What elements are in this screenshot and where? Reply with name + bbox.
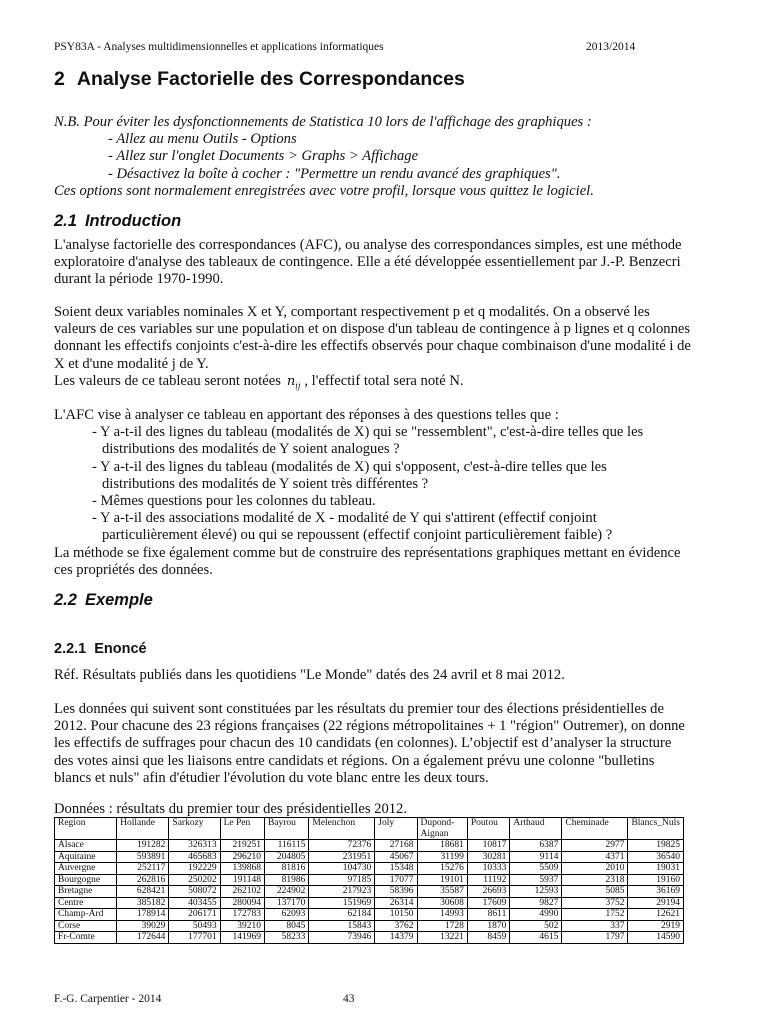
table-cell: 39029 xyxy=(117,920,169,932)
table-cell: 403455 xyxy=(169,897,220,909)
table-cell: 385182 xyxy=(117,897,169,909)
page-number: 43 xyxy=(343,993,355,1005)
table-cell: 137170 xyxy=(264,897,308,909)
running-header-year: 2013/2014 xyxy=(586,41,636,53)
table-cell: 81986 xyxy=(264,874,308,886)
table-cell: 97185 xyxy=(309,874,375,886)
table-cell: 2318 xyxy=(562,874,628,886)
table-cell: 81816 xyxy=(264,863,308,875)
table-cell: 19825 xyxy=(628,840,684,852)
subsection-title-introduction xyxy=(54,212,181,231)
nb-line: - Désactivez la boîte à cocher : "Permettre un rendu avancé des graphiques". xyxy=(108,165,561,182)
table-cell: 9827 xyxy=(510,897,562,909)
table-cell: 502 xyxy=(510,920,562,932)
table-cell: 12621 xyxy=(628,909,684,921)
table-cell: 8611 xyxy=(467,909,509,921)
table-cell: 4371 xyxy=(562,851,628,863)
table-cell: 15843 xyxy=(309,920,375,932)
table-row xyxy=(55,886,684,898)
column-header: Le Pen xyxy=(220,818,264,840)
table-cell: 508072 xyxy=(169,886,220,898)
table-cell: 219251 xyxy=(220,840,264,852)
table-cell: 192229 xyxy=(169,863,220,875)
table-row xyxy=(55,909,684,921)
table-cell: 191282 xyxy=(117,840,169,852)
table-cell: Aquitaine xyxy=(55,851,117,863)
section-title-text: Analyse Factorielle des Correspondances xyxy=(76,68,465,90)
table-cell: 31199 xyxy=(417,851,467,863)
table-cell: Corse xyxy=(55,920,117,932)
table-cell: 27168 xyxy=(375,840,417,852)
table-cell: 206171 xyxy=(169,909,220,921)
section-number: 2 xyxy=(54,68,65,90)
table-cell: 58396 xyxy=(375,886,417,898)
table-cell: 296210 xyxy=(220,851,264,863)
subsubsection-title-text: Enoncé xyxy=(94,641,147,657)
subsection-title-text: Introduction xyxy=(84,212,182,230)
table-cell: 139868 xyxy=(220,863,264,875)
table-row xyxy=(55,851,684,863)
table-cell: 252117 xyxy=(117,863,169,875)
subsection-number: 2.1 xyxy=(54,212,77,230)
table-cell: 18681 xyxy=(417,840,467,852)
column-header: Cheminade xyxy=(562,818,628,840)
table-cell: 17609 xyxy=(467,897,509,909)
column-header: Poutou xyxy=(467,818,509,840)
example-paragraph: Les données qui suivent sont constituées par les résultats du premier tour des élections présidentielles de 2012. Pour chacune des 23 régions françaises (22 régions métropolitaines + 1 "région" Outremer), on donne les effectifs de suffrages pour chacun des 10 candidats (en colonnes). L’objectif est d’analyser la structure des votes ainsi que les liaisons entre candidats et régions. On a également prévu une colonne "bulletins blancs et nuls" afin d'étudier l'évolution du vote blanc entre les deux tours. xyxy=(54,701,685,786)
table-cell: 36169 xyxy=(628,886,684,898)
column-header: Bayrou xyxy=(264,818,308,840)
results-table xyxy=(54,817,684,944)
table-cell: 30608 xyxy=(417,897,467,909)
table-cell: 11192 xyxy=(467,874,509,886)
table-cell: 4990 xyxy=(510,909,562,921)
table-cell: 19101 xyxy=(417,874,467,886)
table-cell: 280094 xyxy=(220,897,264,909)
nij-symbol xyxy=(287,374,300,389)
table-cell: Champ-Ard xyxy=(55,909,117,921)
table-cell: 14379 xyxy=(375,932,417,944)
question-line: - Y a-t-il des associations modalité de X - modalité de Y qui s'attirent (effectif conjoint xyxy=(92,510,597,527)
table-cell: 2977 xyxy=(562,840,628,852)
notation-text-before: Les valeurs de ce tableau seront notées xyxy=(54,372,281,389)
table-cell: 13221 xyxy=(417,932,467,944)
table-cell: 9114 xyxy=(510,851,562,863)
table-cell: 15276 xyxy=(417,863,467,875)
table-cell: 10817 xyxy=(467,840,509,852)
table-cell: 50493 xyxy=(169,920,220,932)
table-cell: 2010 xyxy=(562,863,628,875)
table-cell: 250202 xyxy=(169,874,220,886)
subsection-title-text: Exemple xyxy=(84,591,153,609)
table-cell: 10333 xyxy=(467,863,509,875)
table-cell: 177701 xyxy=(169,932,220,944)
intro-paragraph-2-text: Soient deux variables nominales X et Y, comportant respectivement p et q modalités. On a observé les valeurs de ces variables sur une population et on dispose d'un tableau de contingence à p lignes et q colonnes donnant les effectifs conjoints c'est-à-dire les effectifs observés pour chaque combinaison d'une modalité i de X et d'une modalité j de Y. xyxy=(54,304,691,372)
column-header: Blancs_Nuls xyxy=(628,818,684,840)
nb-note xyxy=(54,114,594,200)
nij-letter: n xyxy=(286,373,296,389)
table-cell: 58233 xyxy=(264,932,308,944)
nb-line: Ces options sont normalement enregistrées avec votre profil, lorsque vous quittez le logiciel. xyxy=(54,182,594,199)
intro-paragraph-2 xyxy=(54,304,694,395)
table-cell: 326313 xyxy=(169,840,220,852)
table-row xyxy=(55,897,684,909)
running-header-course: PSY83A - Analyses multidimensionnelles et applications informatiques xyxy=(54,41,384,53)
nb-line: - Allez au menu Outils - Options xyxy=(108,131,297,148)
subsubsection-number: 2.2.1 xyxy=(54,641,87,657)
table-cell: 29194 xyxy=(628,897,684,909)
table-cell: 628421 xyxy=(117,886,169,898)
table-cell: 5085 xyxy=(562,886,628,898)
table-cell: 5509 xyxy=(510,863,562,875)
table-cell: 62184 xyxy=(309,909,375,921)
subsubsection-title-enonce xyxy=(54,641,147,657)
table-cell: 1870 xyxy=(467,920,509,932)
table-row xyxy=(55,932,684,944)
table-cell: 26693 xyxy=(467,886,509,898)
question-line: distributions des modalités de Y soient analogues ? xyxy=(102,441,400,458)
table-row xyxy=(55,920,684,932)
question-line: particulièrement élevé) ou qui se repoussent (effectif conjoint particulièrement faible) ? xyxy=(102,527,613,544)
questions-lead: L'AFC vise à analyser ce tableau en apportant des réponses à des questions telles que : xyxy=(54,407,559,423)
table-cell: 178914 xyxy=(117,909,169,921)
table-cell: 5937 xyxy=(510,874,562,886)
table-cell: 262102 xyxy=(220,886,264,898)
table-cell: 337 xyxy=(562,920,628,932)
column-header: Joly xyxy=(375,818,417,840)
column-header: Hollande xyxy=(117,818,169,840)
table-cell: 14993 xyxy=(417,909,467,921)
question-line: - Y a-t-il des lignes du tableau (modalités de X) qui se "ressemblent", c'est-à-dire telles que les xyxy=(92,424,644,441)
table-cell: Alsace xyxy=(55,840,117,852)
table-cell: 1797 xyxy=(562,932,628,944)
table-cell: 19031 xyxy=(628,863,684,875)
table-cell: Bretagne xyxy=(55,886,117,898)
table-cell: 465683 xyxy=(169,851,220,863)
table-cell: 191148 xyxy=(220,874,264,886)
notation-text-after: , l'effectif total sera noté N. xyxy=(304,372,464,389)
table-cell: 12593 xyxy=(510,886,562,898)
table-cell: Auvergne xyxy=(55,863,117,875)
intro-notation-line xyxy=(54,373,694,395)
question-line: - Mêmes questions pour les colonnes du tableau. xyxy=(92,493,376,510)
table-cell: 262816 xyxy=(117,874,169,886)
table-cell: 14590 xyxy=(628,932,684,944)
table-cell: 224902 xyxy=(264,886,308,898)
questions-conclusion: La méthode se fixe également comme but de construire des représentations graphiques mettant en évidence ces propriétés des données. xyxy=(54,544,681,578)
table-cell: 10150 xyxy=(375,909,417,921)
table-cell: 104730 xyxy=(309,863,375,875)
table-cell: 204805 xyxy=(264,851,308,863)
table-cell: 2919 xyxy=(628,920,684,932)
column-header: Region xyxy=(55,818,117,840)
table-header-row xyxy=(55,818,684,840)
table-cell: 231951 xyxy=(309,851,375,863)
column-header: Arthaud xyxy=(510,818,562,840)
table-cell: 15348 xyxy=(375,863,417,875)
table-cell: 62093 xyxy=(264,909,308,921)
table-cell: 1752 xyxy=(562,909,628,921)
footer-author: F.-G. Carpentier - 2014 xyxy=(54,993,162,1005)
table-row xyxy=(55,840,684,852)
nb-line: - Allez sur l'onglet Documents > Graphs > Affichage xyxy=(108,148,419,165)
table-cell: Bourgogne xyxy=(55,874,117,886)
table-cell: 73946 xyxy=(309,932,375,944)
table-cell: 26314 xyxy=(375,897,417,909)
section-title xyxy=(54,68,465,91)
subsection-title-exemple xyxy=(54,591,153,610)
question-line: distributions des modalités de Y soient très différentes ? xyxy=(102,475,429,492)
table-cell: 593891 xyxy=(117,851,169,863)
column-header: Sarkozy xyxy=(169,818,220,840)
table-cell: 217923 xyxy=(309,886,375,898)
column-header: Dupond-Aignan xyxy=(417,818,467,840)
table-caption: Données : résultats du premier tour des présidentielles 2012. xyxy=(54,801,408,817)
table-cell: 45067 xyxy=(375,851,417,863)
table-cell: Centre xyxy=(55,897,117,909)
table-cell: 19160 xyxy=(628,874,684,886)
column-header: Melenchon xyxy=(309,818,375,840)
table-cell: 30281 xyxy=(467,851,509,863)
nb-line: N.B. Pour éviter les dysfonctionnements de Statistica 10 lors de l'affichage des graphiques : xyxy=(54,114,592,130)
table-cell: 17077 xyxy=(375,874,417,886)
table-cell: 172644 xyxy=(117,932,169,944)
question-line: - Y a-t-il des lignes du tableau (modalités de X) qui s'opposent, c'est-à-dire telles que les xyxy=(92,458,607,475)
table-cell: 151969 xyxy=(309,897,375,909)
nij-subscript: ij xyxy=(295,381,301,391)
table-cell: 8045 xyxy=(264,920,308,932)
table-cell: 3762 xyxy=(375,920,417,932)
subsection-number: 2.2 xyxy=(54,591,77,609)
table-cell: 6387 xyxy=(510,840,562,852)
table-cell: 172783 xyxy=(220,909,264,921)
table-cell: 35587 xyxy=(417,886,467,898)
intro-paragraph-3 xyxy=(54,407,694,579)
table-cell: 8459 xyxy=(467,932,509,944)
table-cell: 4615 xyxy=(510,932,562,944)
reference-line: Réf. Résultats publiés dans les quotidiens "Le Monde" datés des 24 avril et 8 mai 2012. xyxy=(54,667,565,683)
table-cell: 1728 xyxy=(417,920,467,932)
table-cell: 36540 xyxy=(628,851,684,863)
table-cell: 72376 xyxy=(309,840,375,852)
table-cell: Fr-Comte xyxy=(55,932,117,944)
table-row xyxy=(55,863,684,875)
table-cell: 116115 xyxy=(264,840,308,852)
table-cell: 39210 xyxy=(220,920,264,932)
table-row xyxy=(55,874,684,886)
intro-paragraph-1: L'analyse factorielle des correspondances (AFC), ou analyse des correspondances simples, est une méthode exploratoire d'analyse des tableaux de contingence. Elle a été développée essentiellement par J.-P. Benzecri durant la période 1970-1990. xyxy=(54,237,682,288)
table-cell: 141969 xyxy=(220,932,264,944)
table-cell: 3752 xyxy=(562,897,628,909)
